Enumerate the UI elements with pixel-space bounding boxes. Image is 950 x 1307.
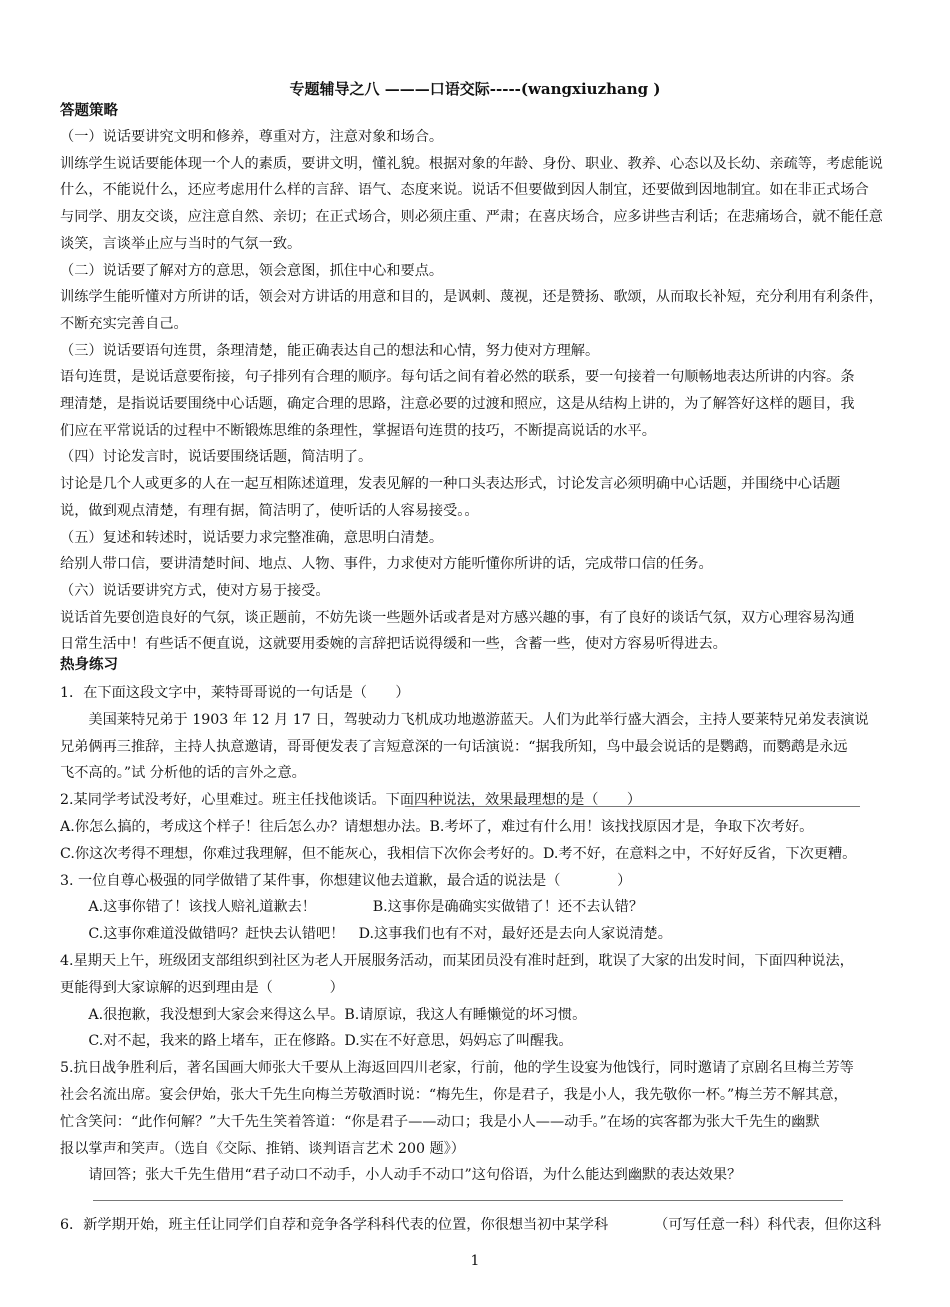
practice-heading: 热身练习	[60, 657, 118, 673]
text-line: 忙含笑问：“此作何解？”大千先生笑着答道：“你是君子——动口；我是小人——动手。”在场的宾客都为张大千先生的幽默	[60, 1113, 820, 1130]
text-line: 理清楚，是指说话要围绕中心话题，确定合理的思路，注意必要的过渡和照应，这是从结构上讲的，为了解答好这样的题目，我	[60, 396, 855, 412]
text-line: 谈笑，言谈举止应与当时的气氛一致。	[60, 235, 302, 252]
strategy-heading: 答题策略	[60, 103, 118, 119]
text-line: 什么，不能说什么，还应考虑用什么样的言辞、语气、态度来说。说话不但要做到因人制宜，还要做到因地制宜。如在非正式场合	[60, 182, 869, 199]
page-title: 专题辅导之八 ———口语交际-----(wangxiuzhang )	[289, 80, 661, 98]
text-line: （二）说话要了解对方的意思，领会意图，抓住中心和要点。	[60, 262, 444, 279]
text-line: A.你怎么搞的，考成这个样子！往后怎么办？请想想办法。B.考坏了，难过有什么用！该找找原因才是，争取下次考好。	[60, 819, 814, 835]
text-line: 日常生活中！有些话不便直说，这就要用委婉的言辞把话说得缓和一些，含蓄一些，使对方容易听得进去。	[60, 636, 727, 653]
text-line: 3. 一位自尊心极强的同学做错了某件事，你想建议他去道歉，最合适的说法是（ ）	[60, 872, 632, 889]
text-line: 不断充实完善自己。	[60, 315, 188, 332]
text-line: 请回答；张大千先生借用“君子动口不动手，小人动手不动口”这句俗语，为什么能达到幽默的表达效果？	[60, 1167, 742, 1184]
text-line: C.对不起，我来的路上堵车，正在修路。D.实在不好意思，妈妈忘了叫醒我。	[60, 1033, 573, 1050]
text-line: A.很抱歉，我没想到大家会来得这么早。B.请原谅，我这人有睡懒觉的坏习惯。	[60, 1006, 587, 1023]
text-line: C.这事你难道没做错吗？赶快去认错吧！ D.这事我们也有不对，最好还是去向人家说清楚。	[60, 926, 672, 943]
text-line: 语句连贯，是说话意要衔接，句子排列有合理的顺序。每句话之间有着必然的联系，要一句接着一句顺畅地表达所讲的内容。条	[60, 369, 855, 386]
text-line: 5.抗日战争胜利后，著名国画大师张大千要从上海返回四川老家，行前，他的学生设宴为他饯行，同时邀请了京剧名旦梅兰芳等	[60, 1060, 854, 1077]
text-line: 们应在平常说话的过程中不断锻炼思维的条理性，掌握语句连贯的技巧，不断提高说话的水平。	[60, 422, 656, 439]
text-line: C.你这次考得不理想，你难过我理解，但不能灰心，我相信下次你会考好的。D.考不好，在意料之中，不好好反省，下次更糟。	[60, 845, 857, 862]
text-line: （四）讨论发言时，说话要围绕话题，简洁明了。	[60, 449, 373, 466]
q6-text-suffix: （可写任意一科）科代表，但你这科	[654, 1217, 882, 1233]
text-line: 说话首先要创造良好的气氛，谈正题前，不妨先谈一些题外话或者是对方感兴趣的事，有了良好的谈话气氛，双方心理容易沟通	[60, 609, 855, 626]
answer-line-q5	[93, 1200, 843, 1201]
text-line: 说，做到观点清楚，有理有据，简洁明了，使听话的人容易接受。。	[60, 502, 479, 519]
text-line: 4.星期天上午，班级团支部组织到社区为老人开展服务活动，而某团员没有准时赶到，耽误了大家的出发时间，下面四种说法，	[60, 953, 854, 969]
text-line: 与同学、朋友交谈，应注意自然、亲切；在正式场合，则必须庄重、严肃；在喜庆场合，应多讲些吉利话；在悲痛场合，就不能任意	[60, 209, 883, 226]
answer-line-q1	[405, 806, 860, 807]
text-line: 讨论是几个人或更多的人在一起互相陈述道理，发表见解的一种口头表达形式，讨论发言必须明确中心话题，并围绕中心话题	[60, 476, 841, 493]
text-line: 美国莱特兄弟于 1903 年 12 月 17 日，驾驶动力飞机成功地遨游蓝天。人们为此举行盛大酒会，主持人要莱特兄弟发表演说	[60, 711, 869, 728]
question-6	[60, 1216, 900, 1235]
text-line: 更能得到大家谅解的迟到理由是（ ）	[60, 979, 344, 996]
text-line: （六）说话要讲究方式，使对方易于接受。	[60, 582, 330, 599]
text-line: 兄弟俩再三推辞，主持人执意邀请，哥哥便发表了言短意深的一句话演说：“据我所知，鸟中最会说话的是鹦鹉，而鹦鹉是永远	[60, 738, 848, 755]
text-line: 报以掌声和笑声。（选自《交际、推销、谈判语言艺术 200 题》）	[60, 1140, 465, 1157]
text-line: 给别人带口信，要讲清楚时间、地点、人物、事件，力求使对方能听懂你所讲的话，完成带口信的任务。	[60, 556, 713, 573]
text-line: 社会名流出席。宴会伊始，张大千先生向梅兰芳敬酒时说：“梅先生，你是君子，我是小人，我先敬你一杯。”梅兰芳不解其意，	[60, 1087, 848, 1103]
text-line: 1．在下面这段文字中，莱特哥哥说的一句话是（ ）	[60, 685, 410, 701]
text-line: 飞不高的。”试 分析他的话的言外之意。	[60, 765, 306, 782]
page-number: 1	[470, 1253, 480, 1269]
text-line: （一）说话要讲究文明和修养，尊重对方，注意对象和场合。	[60, 129, 444, 145]
text-line: （五）复述和转述时，说话要力求完整准确，意思明白清楚。	[60, 529, 444, 546]
text-line: A.这事你错了！该找人赔礼道歉去！ B.这事你是确确实实做错了！还不去认错？	[60, 899, 644, 916]
text-line: 训练学生说话要能体现一个人的素质，要讲文明，懂礼貌。根据对象的年龄、身份、职业、教养、心态以及长幼、亲疏等，考虑能说	[60, 155, 883, 172]
text-line: 2.某同学考试没考好，心里难过。班主任找他谈话。下面四种说法，效果最理想的是（ ）	[60, 792, 642, 809]
text-line: （三）说话要语句连贯，条理清楚，能正确表达自己的想法和心情，努力使对方理解。	[60, 342, 600, 359]
q6-text-prefix: 6．新学期开始，班主任让同学们自荐和竞争各学科科代表的位置，你很想当初中某学科	[60, 1217, 609, 1233]
text-line: 训练学生能听懂对方所讲的话，领会对方讲话的用意和目的，是讽刺、蔑视，还是赞扬、歌颂，从而取长补短，充分利用有利条件，	[60, 289, 883, 306]
